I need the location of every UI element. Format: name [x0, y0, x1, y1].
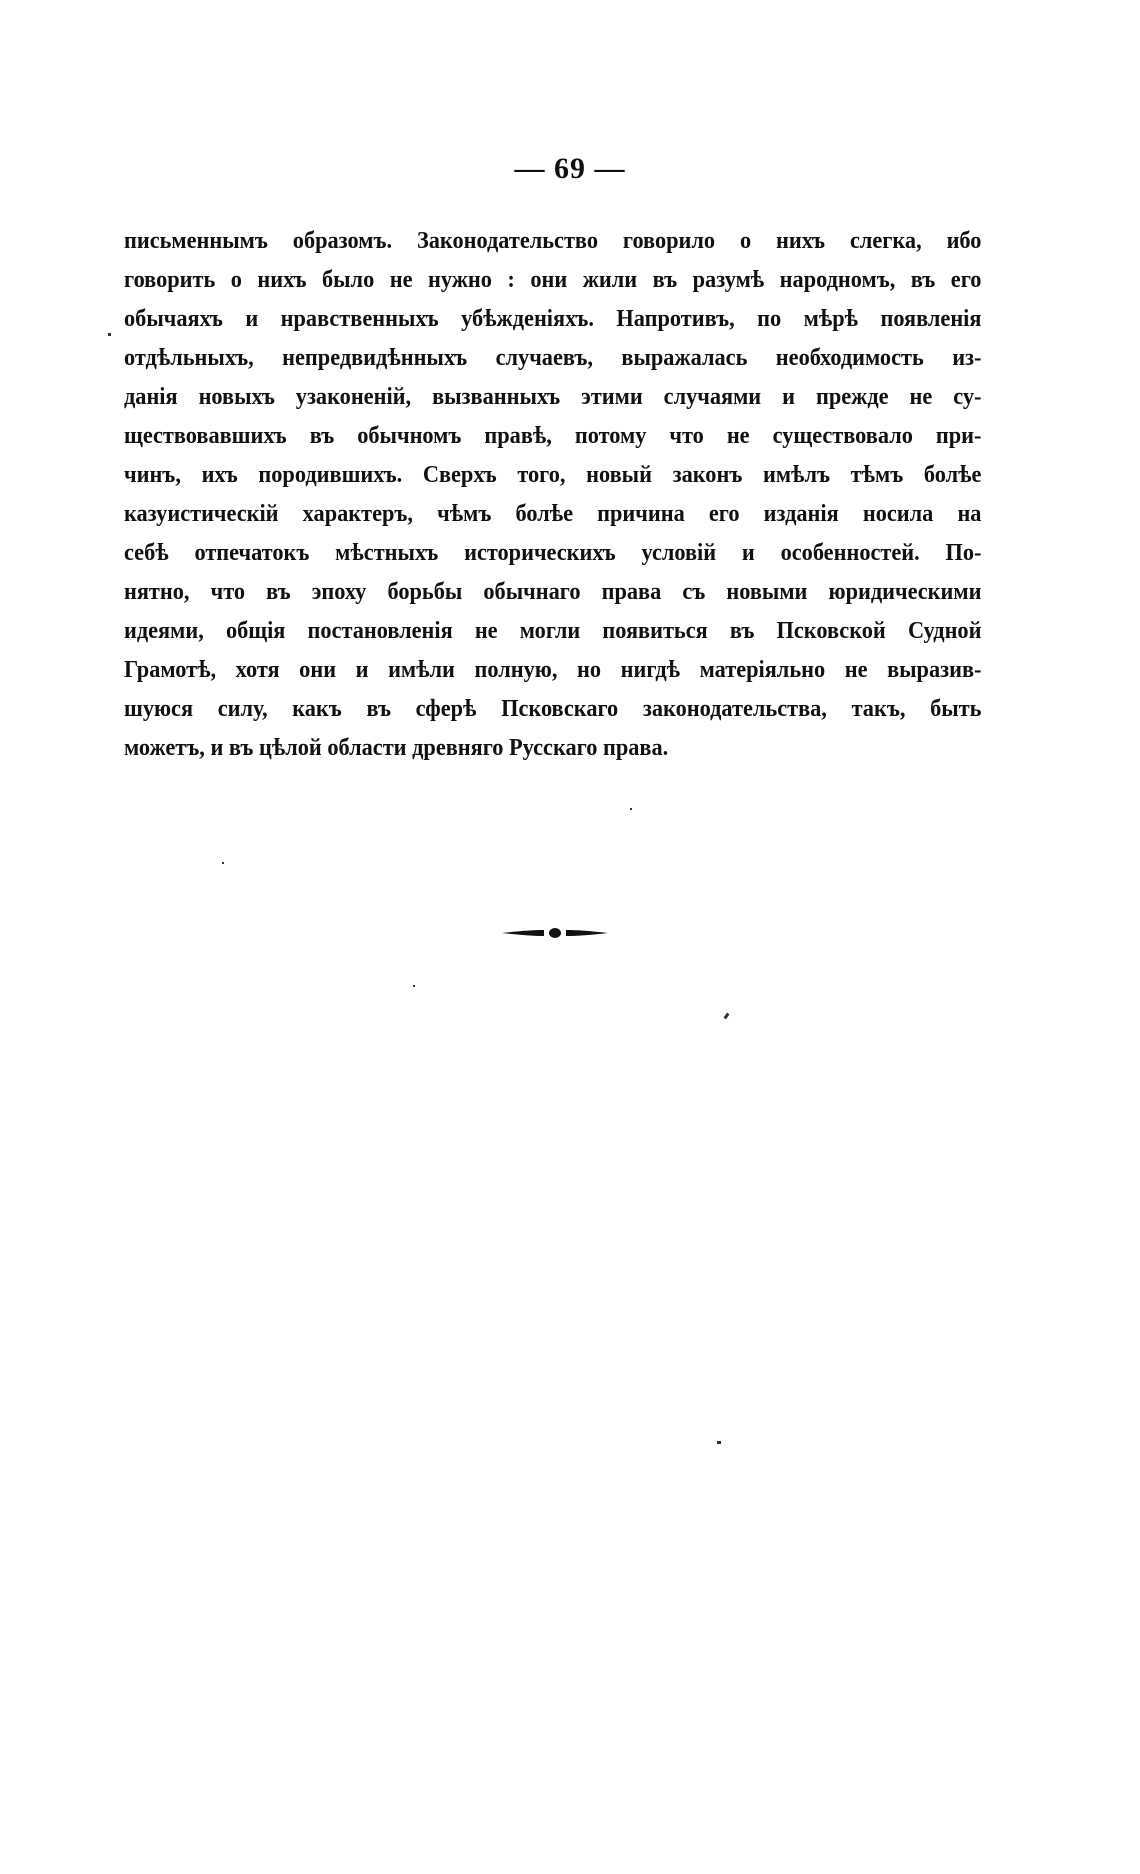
- print-speck: [413, 985, 415, 987]
- text-line: Грамотѣ, хотя они и имѣли полную, но нигдѣ матеріяльно не выразив-: [124, 657, 982, 683]
- text-line: ществовавшихъ въ обычномъ правѣ, потому что не существовало при-: [124, 423, 982, 449]
- print-speck: [717, 1441, 721, 1444]
- text-line: говорить о нихъ было не нужно : они жили въ разумѣ народномъ, въ его: [124, 267, 982, 293]
- body-paragraph: [124, 222, 982, 768]
- print-speck: [724, 1013, 730, 1020]
- ornament-divider-icon: [500, 925, 610, 941]
- print-speck: [630, 808, 632, 810]
- text-line: идеями, общія постановленія не могли появиться въ Псковской Судной: [124, 618, 982, 644]
- text-line: шуюся силу, какъ въ сферѣ Псковскаго законодательства, такъ, быть: [124, 696, 982, 722]
- print-speck: [222, 862, 224, 864]
- text-line: себѣ отпечатокъ мѣстныхъ историческихъ условій и особенностей. По-: [124, 540, 982, 566]
- page-number: — 69 —: [514, 152, 626, 185]
- text-line: данія новыхъ узаконеній, вызванныхъ этими случаями и прежде не су-: [124, 384, 982, 410]
- text-line: казуистическій характеръ, чѣмъ болѣе причина его изданія носила на: [124, 501, 982, 527]
- text-line: обычаяхъ и нравственныхъ убѣжденіяхъ. Напротивъ, по мѣрѣ появленія: [124, 306, 982, 332]
- text-line: можетъ, и въ цѣлой области древняго Русскаго права.: [124, 735, 669, 761]
- text-line: письменнымъ образомъ. Законодательство говорило о нихъ слегка, ибо: [124, 228, 982, 254]
- text-line: чинъ, ихъ породившихъ. Сверхъ того, новый законъ имѣлъ тѣмъ болѣе: [124, 462, 982, 488]
- text-line: нятно, что въ эпоху борьбы обычнаго права съ новыми юридическими: [124, 579, 982, 605]
- print-speck: [108, 333, 111, 336]
- text-line: отдѣльныхъ, непредвидѣнныхъ случаевъ, выражалась необходимость из-: [124, 345, 982, 371]
